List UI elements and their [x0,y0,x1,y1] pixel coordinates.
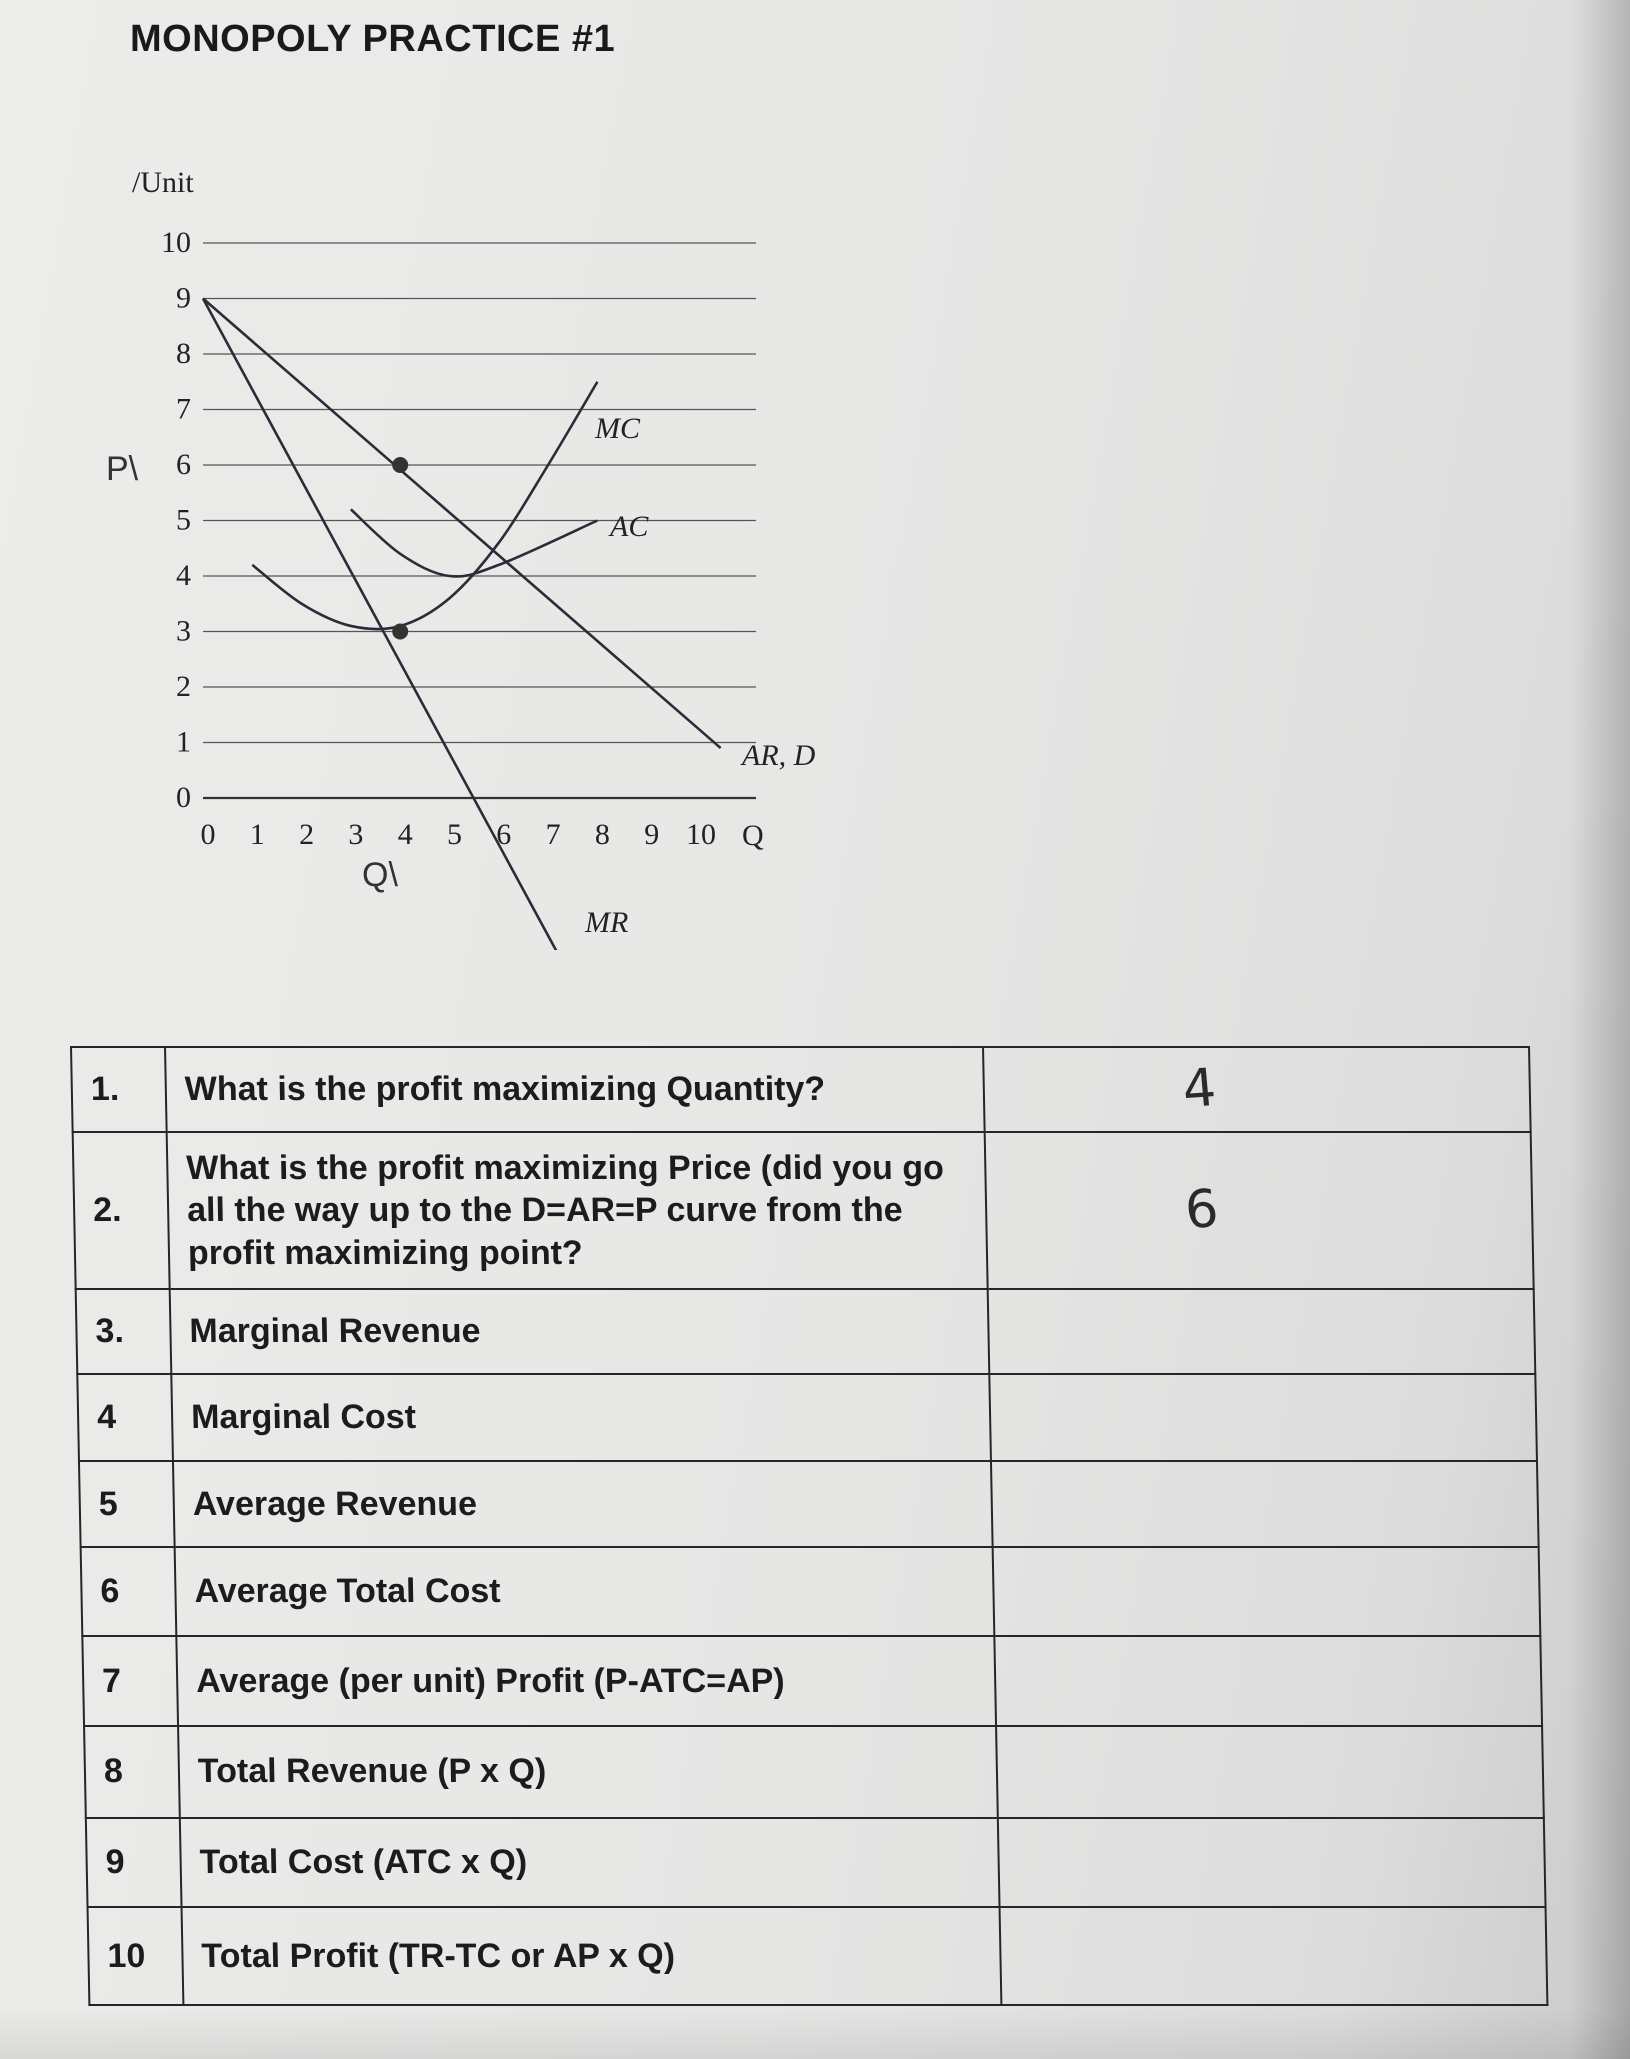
question-row [82,1636,1542,1726]
y-tick-label: 10 [161,226,191,259]
handwritten-q1: Q\ [362,856,398,894]
question-text: Total Profit (TR-TC or AP x Q) [182,1907,1002,2005]
x-tick-label: 5 [447,818,462,851]
answer-cell[interactable] [989,1374,1537,1461]
mc-curve-label: MC [595,412,640,445]
answer-cell[interactable] [998,1818,1546,1908]
question-row [86,1818,1546,1908]
handwritten-answer: 6 [1182,1178,1221,1242]
y-tick-label: 2 [176,670,191,703]
y-tick-label: 7 [176,392,191,426]
question-number: 3. [76,1289,172,1374]
answer-cell[interactable] [996,1726,1544,1818]
answer-cell[interactable] [983,1047,1531,1132]
x-tick-label: 7 [545,818,561,851]
answer-cell[interactable] [993,1547,1541,1637]
question-number: 2. [73,1132,170,1288]
x-axis-label: Q [742,819,764,852]
question-text: Marginal Revenue [170,1289,990,1374]
x-tick-label: 6 [496,818,512,851]
question-text: Total Revenue (P x Q) [178,1726,998,1818]
answer-cell[interactable] [1000,1907,1548,2005]
y-tick-label: 6 [176,448,191,481]
question-row [71,1047,1531,1132]
question-text: What is the profit maximizing Price (did you go all the way up to the D=AR=P curve from the profit maximizing point? [167,1132,988,1288]
marked-point [392,624,408,640]
question-number: 5 [79,1461,175,1546]
y-axis-label: /Unit [132,166,194,199]
ac-curve-label: AC [610,510,649,543]
answer-cell[interactable] [988,1289,1536,1374]
x-tick-label: 1 [249,818,265,851]
x-tick-label: 2 [299,818,315,851]
page-bottom-shadow [0,2009,1630,2059]
question-row [81,1547,1541,1637]
x-tick-label: 10 [686,818,716,851]
question-row [84,1726,1544,1818]
handwritten-p1: P\ [106,450,139,488]
question-text: What is the profit maximizing Quantity? [165,1047,985,1132]
answer-cell[interactable] [994,1636,1542,1726]
question-row [73,1132,1534,1288]
question-row [88,1907,1548,2005]
question-text: Average (per unit) Profit (P-ATC=AP) [176,1636,996,1726]
x-tick-label: 0 [200,818,216,851]
x-tick-label: 4 [397,818,413,851]
question-number: 7 [82,1636,178,1726]
answer-cell[interactable] [985,1132,1534,1288]
mr-curve-label: MR [585,906,629,939]
question-number: 4 [77,1374,173,1461]
question-number: 8 [84,1726,180,1818]
page-title: MONOPOLY PRACTICE #1 [130,18,616,60]
x-tick-label: 8 [594,818,610,851]
x-tick-label: 9 [644,818,660,851]
y-tick-labels [161,226,191,814]
page-edge-shadow [1570,0,1630,2059]
y-tick-label: 3 [176,614,191,648]
x-tick-labels [201,818,717,851]
curves [200,299,721,951]
marked-point [392,457,408,473]
gridlines [203,243,756,798]
question-row [79,1461,1539,1546]
question-number: 1. [71,1047,167,1132]
question-number: 10 [88,1907,184,2005]
ar-d-curve-label: AR, D [742,739,816,772]
y-tick-label: 9 [176,281,191,315]
question-text: Total Cost (ATC x Q) [180,1818,1000,1908]
question-text: Marginal Cost [171,1374,991,1461]
question-text: Average Revenue [173,1461,993,1546]
question-number: 9 [86,1818,182,1908]
question-row [77,1374,1537,1461]
mc-curve [252,382,597,629]
question-number: 6 [81,1547,177,1637]
x-tick-label: 3 [348,818,364,851]
monopoly-graph [90,150,870,950]
y-tick-label: 5 [176,503,191,537]
question-row [76,1289,1536,1374]
mr-line [200,299,573,951]
question-text: Average Total Cost [175,1547,995,1637]
y-tick-label: 1 [176,725,191,759]
y-tick-label: 4 [176,559,191,592]
ac-curve [351,509,598,576]
y-tick-label: 0 [176,781,191,814]
practice-questions-table [70,1046,1548,2006]
answer-cell[interactable] [991,1461,1539,1546]
handwritten-answer: 4 [1180,1058,1219,1121]
y-tick-label: 8 [176,337,191,370]
